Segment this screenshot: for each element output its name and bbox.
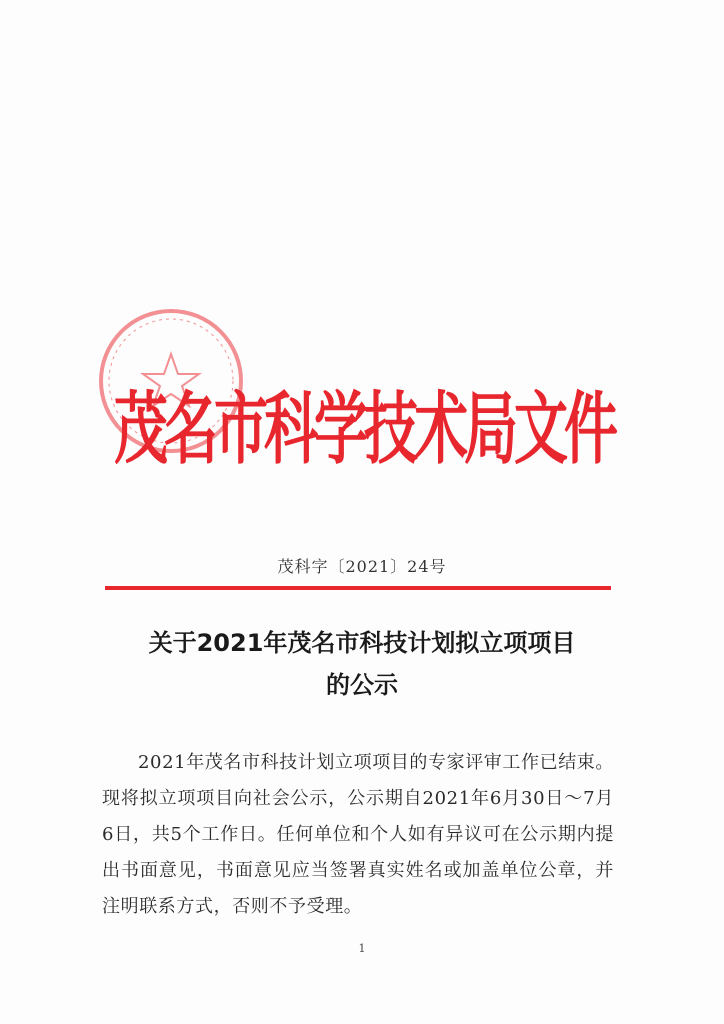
red-divider-line (105, 586, 611, 590)
page-number: 1 (358, 942, 366, 955)
notice-title (0, 622, 724, 706)
notice-body-paragraph: 2021年茂名市科技计划立项项目的专家评审工作已结束。现将拟立项项目向社会公示，公示期自2021年6月30日～7月6日，共5个工作日。任何单位和个人如有异议可在公示期内提出书面意见，书面意见应当签署真实姓名或加盖单位公章，并注明联系方式，否则不予受理。 (102, 752, 615, 917)
notice-title-line-2: 的公示 (326, 671, 398, 699)
document-number: 茂科字〔2021〕24号 (277, 557, 447, 576)
notice-title-line-1: 关于2021年茂名市科技计划拟立项项目 (148, 629, 576, 657)
issuing-authority-header: 茂名市科学技术局文件 (114, 383, 614, 475)
